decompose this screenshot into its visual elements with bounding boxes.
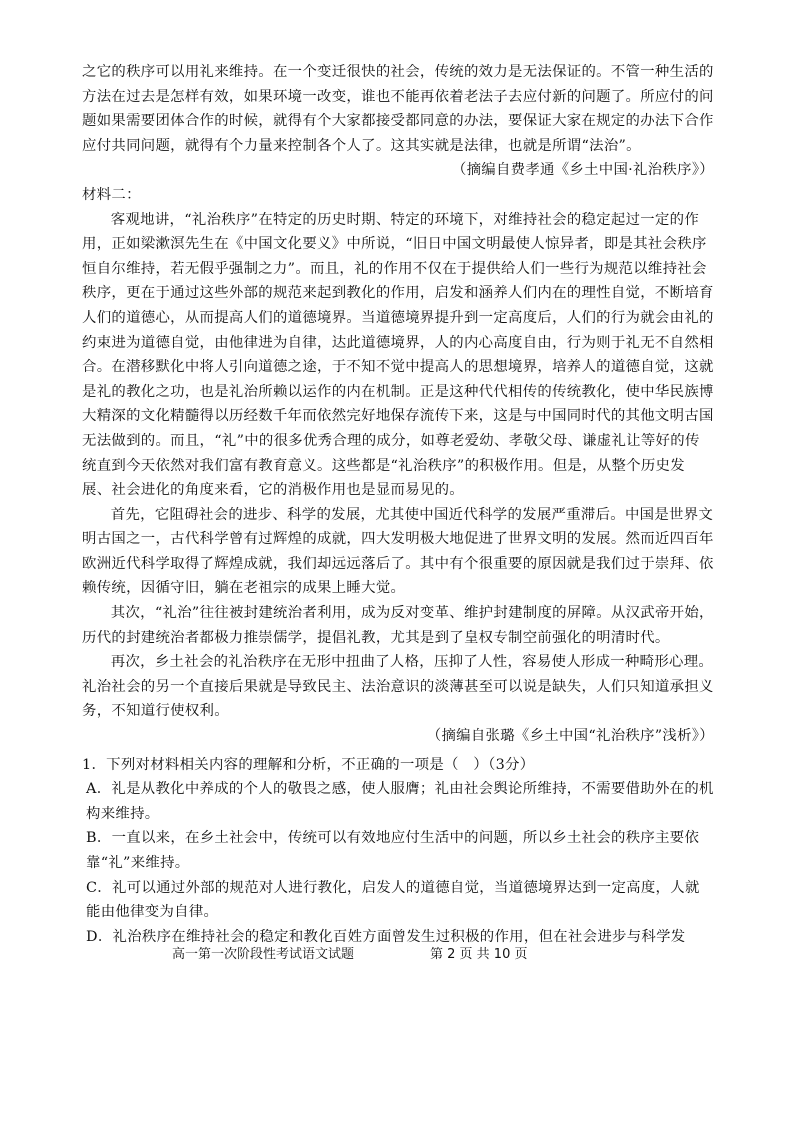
material-two-heading: 材料二： xyxy=(82,186,141,203)
question-1-option-a: A．礼是从教化中养成的个人的敬畏之感，使人服膺；礼由社会舆论所维持，不需要借助外在的机构来维持。 xyxy=(86,781,714,822)
page-number: 第 2 页 共 10 页 xyxy=(430,947,528,962)
continued-paragraph: 之它的秩序可以用礼来维持。在一个变迁很快的社会，传统的效力是无法保证的。不管一种生活的方法在过去是怎样有效，如果环境一改变，谁也不能再依着老法子去应付新的问题了。所应付的问题如果需要团体合作的时候，就得有个大家都接受都同意的办法，要保证大家在规定的办法下合作应付共同问题，就得有个力量来控制各个人了。这其实就是法律，也就是所谓“法治”。 xyxy=(82,64,714,154)
document-body xyxy=(82,60,714,949)
exam-title: 高一第一次阶段性考试语文试题 xyxy=(172,947,355,962)
question-1-option-b: B．一直以来，在乡土社会中，传统可以有效地应付生活中的问题，所以乡土社会的秩序主要依靠“礼”来维持。 xyxy=(86,830,700,871)
material-two-paragraph-2: 首先，它阻碍社会的进步、科学的发展，尤其使中国近代科学的发展严重滞后。中国是世界文明古国之一，古代科学曾有过辉煌的成就，四大发明极大地促进了世界文明的发展。然而近四百年欧洲近代科学取得了辉煌成就，我们却远远落后了。其中有个很重要的原因就是我们过于崇拜、依赖传统，因循守旧，躺在老祖宗的成果上睡大觉。 xyxy=(82,506,714,597)
page-footer xyxy=(0,943,794,963)
question-1-option-c: C．礼可以通过外部的规范对人进行教化，启发人的道德自觉，当道德境界达到一定高度，人就能由他律变为自律。 xyxy=(86,879,700,921)
material-two-paragraph-3: 其次，“礼治”往往被封建统治者利用，成为反对变革、维护封建制度的屏障。从汉武帝开始，历代的封建统治者都极力推崇儒学，提倡礼教，尤其是到了皇权专制空前强化的明清时代。 xyxy=(82,605,714,646)
source-citation-1: （摘编自费孝通《乡土中国·礼治秩序》） xyxy=(451,162,714,179)
material-two-paragraph-4: 再次，乡土社会的礼治秩序在无形中扭曲了人格，压抑了人性，容易使人形成一种畸形心理。礼治社会的另一个直接后果就是导致民主、法治意识的淡薄甚至可以说是缺失，人们只知道承担义务，不知道行使权利。 xyxy=(82,654,714,720)
question-1-title: 1．下列对材料相关内容的理解和分析，不正确的一项是（ ）（3分） xyxy=(82,756,535,773)
material-two-paragraph-1: 客观地讲，“礼治秩序”在特定的历史时期、特定的环境下，对维持社会的稳定起过一定的作用，正如梁漱溟先生在《中国文化要义》中所说，“旧日中国文明最使人惊异者，即是其社会秩序恒自尔维持，若无假乎强制之力”。而且，礼的作用不仅在于提供给人们一些行为规范以维持社会秩序，更在于通过这些外部的规范来起到教化的作用，启发和涵养人们内在的理性自觉，不断培育人们的道德心，从而提高人们的道德境界。当道德境界提升到一定高度后，人们的行为就会由礼的约束进为道德自觉，由他律进为自律，达此道德境界，人的内心高度自由，行为则于礼无不自然相合。在潜移默化中将人引向道德之途，于不知不觉中提高人的思想境界，培养人的道德自觉，这就是礼的教化之功，也是礼治所赖以运作的内在机制。正是这种代代相传的传统教化，使中华民族博大精深的文化精髓得以历经数千年而依然完好地保存流传下来，这是与中国同时代的其他文明古国无法做到的。而且，“礼”中的很多优秀合理的成分，如尊老爱幼、孝敬父母、谦虚礼让等好的传统直到今天依然对我们富有教育意义。这些都是“礼治秩序”的积极作用。但是，从整个历史发展、社会进化的角度来看，它的消极作用也是显而易见的。 xyxy=(82,211,714,499)
question-1-option-d: D．礼治秩序在维持社会的稳定和教化百姓方面曾发生过积极的作用，但在社会进步与科学发 xyxy=(86,928,686,945)
source-citation-2: （摘编自张璐《乡土中国“礼治秩序”浅析》） xyxy=(426,728,714,745)
